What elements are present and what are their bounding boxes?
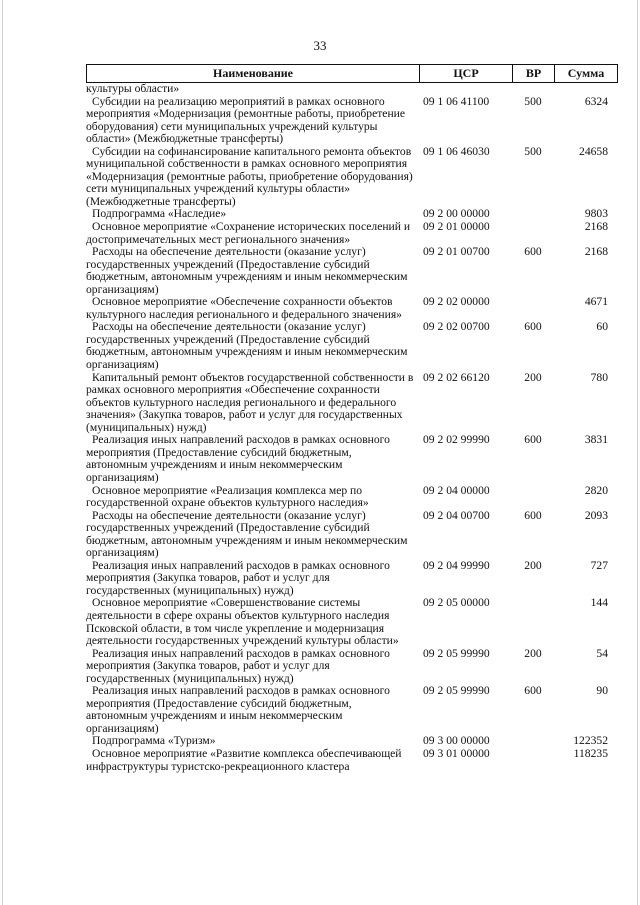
- table-row: [86, 434, 618, 484]
- cell-vr: [512, 485, 554, 510]
- table-header: [86, 64, 618, 83]
- cell-name: культуры области»: [86, 82, 180, 95]
- table-row: [86, 246, 618, 296]
- cell-sum: 2168: [584, 245, 608, 259]
- cell-vr: 200: [524, 646, 542, 660]
- cell-sum: 54: [596, 646, 608, 660]
- cell-csr: 09 2 05 99990: [423, 646, 490, 660]
- cell-sum: 90: [596, 684, 608, 698]
- cell-name: Расходы на обеспечение деятельности (оказание услуг) государственных учреждений (Предоставление субсидий бюджетным, автономным учреждениям и иным некоммерческим организациям): [86, 320, 408, 372]
- cell-name: Капитальный ремонт объектов государственной собственности в рамках основного мероприятия «Обеспечение сохранности объектов культурного наследия регионального и федерального значения» (Закупка товаров, работ и услуг для государственных (муниципальных) нужд): [86, 370, 414, 434]
- cell-csr: 09 2 01 00000: [423, 220, 490, 234]
- cell-vr: [512, 221, 554, 246]
- cell-vr: [512, 735, 554, 748]
- table-row: [86, 648, 618, 686]
- table-row: [86, 510, 618, 560]
- cell-sum: 118235: [573, 746, 608, 760]
- cell-sum: [554, 83, 618, 96]
- table-row: [86, 83, 618, 96]
- cell-vr: 500: [524, 144, 542, 158]
- cell-name: Подпрограмма «Наследие»: [92, 207, 227, 221]
- cell-vr: 200: [524, 370, 542, 384]
- cell-csr: 09 2 05 00000: [423, 596, 490, 610]
- table-row: [86, 96, 618, 146]
- table-row: [86, 485, 618, 510]
- cell-vr: 600: [524, 245, 542, 259]
- cell-sum: 4671: [584, 295, 608, 309]
- cell-csr: 09 2 05 99990: [423, 684, 490, 698]
- cell-name: Основное мероприятие «Совершенствование системы деятельности в сфере охраны объектов культурного наследия Псковской области, в том числе укрепление и модернизация деятельности государственных учреждений культуры области»: [86, 596, 399, 648]
- cell-name: Реализация иных направлений расходов в рамках основного мероприятия (Закупка товаров, работ и услуг для государственных (муниципальных) нужд): [86, 646, 390, 685]
- header-csr: ЦСР: [420, 65, 513, 82]
- scan-edge-right: [637, 0, 638, 905]
- table-row: [86, 372, 618, 435]
- cell-csr: 09 2 00 00000: [423, 207, 490, 221]
- cell-csr: 09 3 01 00000: [423, 746, 490, 760]
- table-row: [86, 560, 618, 598]
- cell-csr: 09 3 00 00000: [423, 734, 490, 748]
- table-row: [86, 146, 618, 209]
- scan-edge-left: [2, 0, 3, 905]
- cell-vr: [512, 597, 554, 647]
- table-row: [86, 321, 618, 371]
- cell-sum: 24658: [579, 144, 608, 158]
- cell-csr: 09 2 02 00000: [423, 295, 490, 309]
- cell-csr: 09 2 04 00700: [423, 508, 490, 522]
- budget-table: [86, 64, 618, 773]
- cell-csr: 09 2 02 00700: [423, 320, 490, 334]
- table-row: [86, 748, 618, 773]
- cell-vr: [512, 296, 554, 321]
- cell-sum: 780: [590, 370, 608, 384]
- header-sum: Сумма: [567, 66, 605, 80]
- header-name: Наименование: [87, 65, 420, 82]
- table-row: [86, 221, 618, 246]
- cell-name: Подпрограмма «Туризм»: [92, 734, 216, 748]
- cell-vr: 600: [524, 433, 542, 447]
- cell-csr: 09 1 06 46030: [423, 144, 490, 158]
- cell-vr: 600: [524, 320, 542, 334]
- cell-sum: 2093: [584, 508, 608, 522]
- cell-name: Реализация иных направлений расходов в рамках основного мероприятия (Предоставление субсидий бюджетным, автономным учреждениям и иным некоммерческим организациям): [86, 684, 390, 735]
- cell-sum: 9803: [584, 207, 608, 221]
- cell-vr: 200: [524, 558, 542, 572]
- cell-name: Основное мероприятие «Обеспечение сохранности объектов культурного наследия регионального и федерального значения»: [86, 295, 402, 321]
- page-number: 33: [313, 38, 327, 53]
- cell-sum: 3831: [584, 433, 608, 447]
- cell-sum: 144: [590, 596, 608, 610]
- cell-name: Расходы на обеспечение деятельности (оказание услуг) государственных учреждений (Предоставление субсидий бюджетным, автономным учреждениям и иным некоммерческим организациям): [86, 245, 408, 296]
- cell-sum: 2820: [584, 483, 608, 497]
- cell-csr: [419, 83, 512, 96]
- cell-name: Субсидии на реализацию мероприятий в рамках основного мероприятия «Модернизация (ремонтные работы, приобретение оборудования) сети муниципальных учреждений культуры области» (Межбюджетные трансферты): [86, 94, 406, 146]
- cell-name: Реализация иных направлений расходов в рамках основного мероприятия (Предоставление субсидий бюджетным, автономным учреждениям и иным некоммерческим организациям): [86, 433, 390, 484]
- cell-sum: 6324: [584, 94, 608, 108]
- cell-vr: [512, 208, 554, 221]
- cell-csr: 09 2 04 00000: [423, 483, 490, 497]
- cell-sum: 122352: [573, 734, 608, 748]
- header-vr: ВР: [513, 65, 555, 82]
- table-body: [86, 83, 618, 773]
- cell-vr: [512, 83, 554, 96]
- cell-csr: 09 2 01 00700: [423, 245, 490, 259]
- cell-name: Основное мероприятие «Реализация комплекса мер по государственной охране объектов культурного наследия»: [86, 483, 369, 510]
- cell-csr: 09 2 02 66120: [423, 370, 490, 384]
- cell-vr: [512, 748, 554, 773]
- cell-csr: 09 2 02 99990: [423, 433, 490, 447]
- cell-vr: 500: [524, 94, 542, 108]
- cell-sum: 727: [590, 558, 608, 572]
- table-row: [86, 597, 618, 647]
- cell-sum: 60: [596, 320, 608, 334]
- cell-sum: 2168: [584, 220, 608, 234]
- cell-name: Основное мероприятие «Развитие комплекса обеспечивающей инфраструктуры туристско-рекреационного кластера: [86, 746, 402, 773]
- table-row: [86, 296, 618, 321]
- table-row: [86, 685, 618, 735]
- cell-name: Расходы на обеспечение деятельности (оказание услуг) государственных учреждений (Предоставление субсидий бюджетным, автономным учреждениям и иным некоммерческим организациям): [86, 508, 408, 560]
- cell-name: Основное мероприятие «Сохранение исторических поселений и достопримечательных мест регионального значения»: [86, 220, 411, 246]
- cell-csr: 09 2 04 99990: [423, 558, 490, 572]
- cell-csr: 09 1 06 41100: [423, 94, 490, 108]
- cell-name: Реализация иных направлений расходов в рамках основного мероприятия (Закупка товаров, работ и услуг для государственных (муниципальных) нужд): [86, 558, 390, 597]
- cell-vr: 600: [524, 684, 542, 698]
- cell-vr: 600: [524, 508, 542, 522]
- cell-name: Субсидии на софинансирование капитального ремонта объектов муниципальной собственности в рамках основного мероприятия «Модернизация (ремонтные работы, приобретение оборудования) сети муниципальных учреждений культуры области» (Межбюджетные трансферты): [86, 144, 413, 208]
